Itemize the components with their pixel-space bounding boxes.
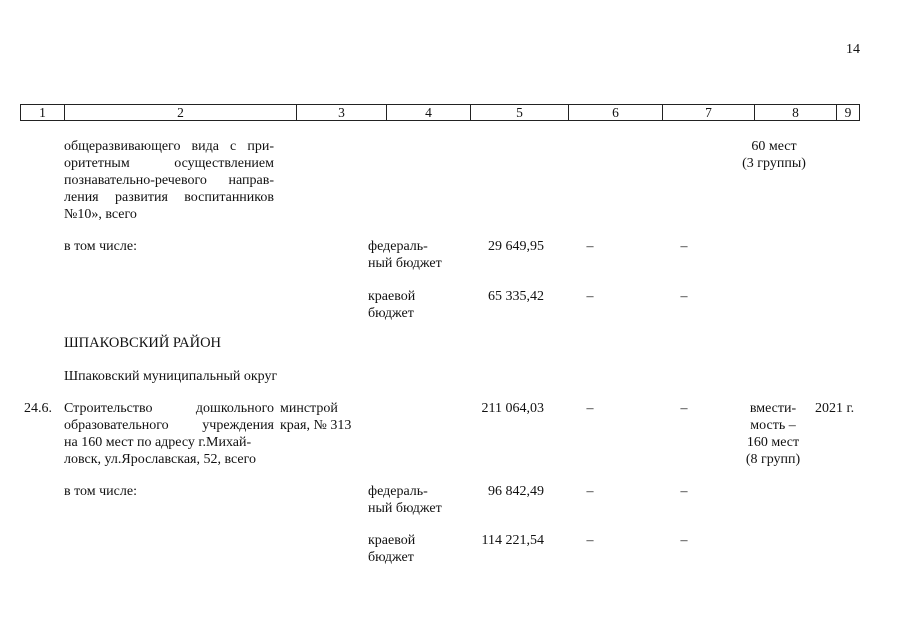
item-funding-col6-federal: –	[586, 484, 594, 499]
block1-name-line: ления развития воспитанников	[64, 190, 274, 205]
block1-funding-col7-federal: –	[680, 239, 688, 254]
item-funding-col6-regional: –	[586, 533, 594, 548]
block1-capacity-line: (3 группы)	[742, 156, 806, 171]
header-col-7: 7	[663, 105, 755, 120]
funding-source-line: бюджет	[368, 550, 414, 565]
block1-funding-amount-federal: 29 649,95	[488, 239, 544, 254]
block1-name-line: №10», всего	[64, 207, 137, 222]
item-name	[64, 400, 274, 468]
item-col7: –	[680, 401, 688, 416]
header-col-1: 1	[21, 105, 65, 120]
item-funding-source-regional	[368, 532, 452, 566]
funding-source-line: краевой	[368, 533, 416, 548]
item-amount-total: 211 064,03	[481, 401, 544, 416]
block1-funding-amount-regional: 65 335,42	[488, 289, 544, 304]
funding-source-line: краевой	[368, 289, 416, 304]
header-col-8: 8	[755, 105, 837, 120]
item-funding-col7-federal: –	[680, 484, 688, 499]
district-heading: ШПАКОВСКИЙ РАЙОН	[64, 335, 222, 351]
funding-source-line: федераль-	[368, 484, 428, 499]
funding-source-line: ный бюджет	[368, 501, 442, 516]
block1-funding-col6-federal: –	[586, 239, 594, 254]
item-funding-source-federal	[368, 483, 452, 517]
block1-funding-col7-regional: –	[680, 289, 688, 304]
item-capacity-line: 160 мест	[746, 435, 800, 450]
block1-name-line: познавательно-речевого направ-	[64, 173, 274, 188]
header-col-4: 4	[387, 105, 471, 120]
block1-funding-col6-regional: –	[586, 289, 594, 304]
item-funding-col7-regional: –	[680, 533, 688, 548]
header-col-3: 3	[297, 105, 387, 120]
item-year: 2021 г.	[815, 401, 855, 416]
item-capacity-line: мость –	[750, 418, 796, 433]
header-col-2: 2	[65, 105, 297, 120]
table-header-row	[20, 104, 860, 121]
funding-source-line: ный бюджет	[368, 256, 442, 271]
block1-name	[64, 138, 274, 223]
item-col6: –	[586, 401, 594, 416]
page-number: 14	[846, 42, 860, 57]
item-capacity-line: (8 групп)	[745, 452, 801, 467]
block1-including-label: в том числе:	[64, 239, 137, 254]
header-col-6: 6	[569, 105, 663, 120]
item-including-label: в том числе:	[64, 484, 137, 499]
municipality-heading: Шпаковский муниципальный округ	[64, 369, 278, 384]
item-capacity	[728, 400, 818, 468]
item-name-line: ловск, ул.Ярославская, 52, всего	[64, 452, 257, 467]
block1-name-line: общеразвивающего вида с при-	[64, 139, 274, 154]
header-col-9: 9	[844, 105, 852, 120]
item-name-line: Строительство дошкольного	[64, 401, 274, 416]
block1-capacity-line: 60 мест	[751, 139, 797, 154]
item-customer-line: края, № 313	[280, 418, 352, 433]
funding-source-line: федераль-	[368, 239, 428, 254]
item-name-line: на 160 мест по адресу г.Михай-	[64, 435, 252, 450]
item-funding-amount-regional: 114 221,54	[481, 533, 544, 548]
item-funding-amount-federal: 96 842,49	[488, 484, 544, 499]
item-name-line: образовательного учреждения	[64, 418, 274, 433]
item-number: 24.6.	[24, 401, 52, 416]
funding-source-line: бюджет	[368, 306, 414, 321]
block1-name-line: оритетным осуществлением	[64, 156, 274, 171]
item-capacity-line: вмести-	[749, 401, 797, 416]
block1-funding-source-federal	[368, 238, 452, 272]
item-customer	[280, 400, 366, 434]
item-customer-line: минстрой	[280, 401, 338, 416]
block1-capacity	[724, 138, 824, 172]
header-col-5: 5	[471, 105, 569, 120]
block1-funding-source-regional	[368, 288, 452, 322]
